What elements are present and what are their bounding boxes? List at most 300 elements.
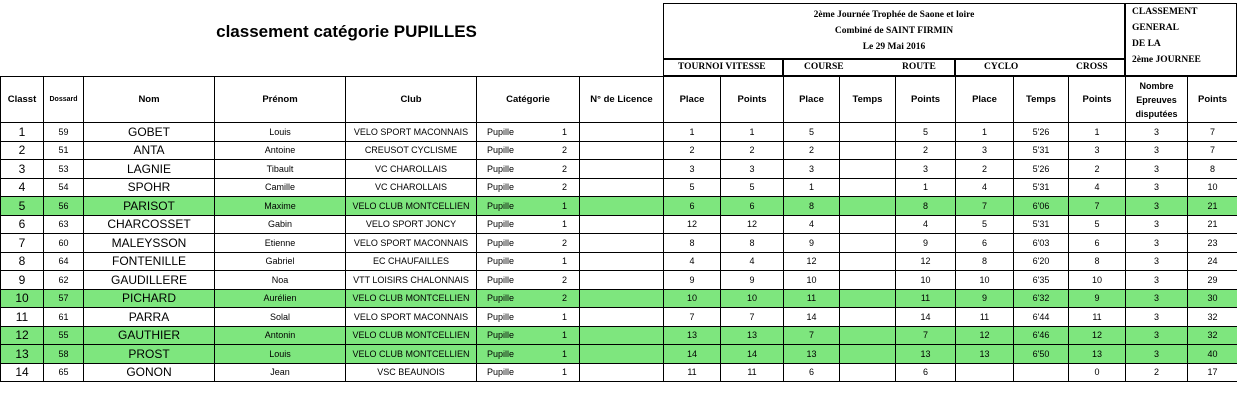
cell-dossard: 55 [44,326,84,345]
cell-cyclo-temps: 6'35 [1014,271,1069,290]
table-row [1,363,1237,382]
cell-club: VELO CLUB MONTCELLIEN [346,289,477,308]
cell-cyclo-points: 1 [1069,123,1126,142]
cell-epreuves: 3 [1126,234,1188,253]
cell-tournoi-place: 6 [664,197,721,216]
category-label: Pupille [487,274,515,285]
cell-cyclo-points: 8 [1069,252,1126,271]
cell-licence [580,326,664,345]
category-number: 1 [561,200,567,211]
cell-licence [580,289,664,308]
cell-cyclo-temps: 5'31 [1014,178,1069,197]
cell-cyclo-place: 9 [956,289,1014,308]
cell-prenom: Camille [215,178,346,197]
cell-epreuves: 3 [1126,123,1188,142]
cell-course-place: 7 [784,326,840,345]
col-classt: Classt [1,77,44,123]
cell-cyclo-place: 3 [956,141,1014,160]
cell-licence [580,178,664,197]
category-number: 1 [561,219,567,230]
cell-epreuves: 3 [1126,141,1188,160]
cell-classt: 2 [1,141,44,160]
category-label: Pupille [487,145,515,156]
col-licence: N° de Licence [580,77,664,123]
cell-club: VELO CLUB MONTCELLIEN [346,345,477,364]
table-row [1,141,1237,160]
cell-course-place: 5 [784,123,840,142]
cell-tournoi-place: 12 [664,215,721,234]
cell-course-temps [840,271,896,290]
cell-tournoi-points: 2 [721,141,784,160]
category-label: Pupille [487,237,515,248]
group-course-label: COURSE [804,62,844,72]
table-row [1,326,1237,345]
category-label: Pupille [487,256,515,267]
cell-cyclo-place: 7 [956,197,1014,216]
cell-course-temps [840,308,896,327]
group-route-label: ROUTE [902,62,936,72]
cell-categorie [477,178,580,197]
cell-dossard: 58 [44,345,84,364]
cell-course-temps [840,178,896,197]
cell-epreuves: 3 [1126,197,1188,216]
cell-tournoi-points: 13 [721,326,784,345]
col-course-place: Place [784,77,840,123]
cell-cyclo-place: 13 [956,345,1014,364]
cell-licence [580,234,664,253]
cell-nom: PICHARD [84,289,215,308]
cell-tournoi-points: 14 [721,345,784,364]
cell-tournoi-points: 12 [721,215,784,234]
cell-prenom: Antonin [215,326,346,345]
cell-categorie [477,363,580,382]
cell-course-place: 11 [784,289,840,308]
cell-general-points: 24 [1188,252,1237,271]
category-label: Pupille [487,126,515,137]
cell-classt: 9 [1,271,44,290]
cell-club: VELO CLUB MONTCELLIEN [346,326,477,345]
cell-dossard: 62 [44,271,84,290]
cell-course-place: 6 [784,363,840,382]
cell-categorie [477,160,580,179]
cell-tournoi-points: 7 [721,308,784,327]
category-number: 2 [561,274,567,285]
group-tournoi-vitesse [663,59,783,76]
cell-classt: 6 [1,215,44,234]
cell-prenom: Tibault [215,160,346,179]
cell-course-points: 1 [896,178,956,197]
cell-course-points: 10 [896,271,956,290]
cell-tournoi-place: 1 [664,123,721,142]
category-number: 1 [561,311,567,322]
cell-course-temps [840,363,896,382]
cell-classt: 10 [1,289,44,308]
cell-cyclo-place: 11 [956,308,1014,327]
cell-cyclo-points: 12 [1069,326,1126,345]
cell-categorie [477,234,580,253]
cell-cyclo-points: 3 [1069,141,1126,160]
cell-prenom: Maxime [215,197,346,216]
cell-tournoi-points: 4 [721,252,784,271]
table-row [1,197,1237,216]
cell-cyclo-temps: 6'32 [1014,289,1069,308]
cell-course-place: 13 [784,345,840,364]
cell-nom: CHARCOSSET [84,215,215,234]
cell-club: VELO SPORT JONCY [346,215,477,234]
table-row [1,178,1237,197]
col-tournoi-points: Points [721,77,784,123]
cell-classt: 5 [1,197,44,216]
category-number: 2 [561,237,567,248]
category-number: 1 [561,126,567,137]
cell-categorie [477,345,580,364]
cell-cyclo-temps: 6'20 [1014,252,1069,271]
col-course-points: Points [896,77,956,123]
cell-categorie [477,271,580,290]
cell-dossard: 61 [44,308,84,327]
col-tournoi-place: Place [664,77,721,123]
cell-prenom: Louis [215,123,346,142]
cell-general-points: 30 [1188,289,1237,308]
group-cross-label: CROSS [1076,62,1108,72]
group-tournoi-label: TOURNOI VITESSE [678,62,766,72]
general-ranking-line4: 2ème JOURNEE [1132,55,1201,65]
category-number: 1 [561,367,567,378]
cell-cyclo-temps: 6'03 [1014,234,1069,253]
cell-dossard: 54 [44,178,84,197]
cell-cyclo-place: 12 [956,326,1014,345]
cell-prenom: Antoine [215,141,346,160]
cell-cyclo-place: 8 [956,252,1014,271]
cell-licence [580,345,664,364]
cell-tournoi-place: 4 [664,252,721,271]
cell-course-temps [840,160,896,179]
cell-epreuves: 3 [1126,326,1188,345]
cell-general-points: 7 [1188,141,1237,160]
cell-cyclo-points: 4 [1069,178,1126,197]
cell-course-points: 6 [896,363,956,382]
cell-classt: 1 [1,123,44,142]
event-location: Combiné de SAINT FIRMIN [834,26,954,36]
cell-cyclo-temps: 5'26 [1014,123,1069,142]
cell-tournoi-place: 11 [664,363,721,382]
cell-tournoi-place: 2 [664,141,721,160]
cell-cyclo-points: 10 [1069,271,1126,290]
cell-cyclo-points: 0 [1069,363,1126,382]
cell-nom: ANTA [84,141,215,160]
event-info-box [663,3,1125,59]
table-row [1,234,1237,253]
group-course-route [783,59,955,76]
cell-licence [580,197,664,216]
cell-epreuves: 2 [1126,363,1188,382]
cell-general-points: 40 [1188,345,1237,364]
cell-course-place: 8 [784,197,840,216]
cell-prenom: Aurélien [215,289,346,308]
category-label: Pupille [487,330,515,341]
cell-cyclo-points: 13 [1069,345,1126,364]
cell-tournoi-points: 11 [721,363,784,382]
cell-course-temps [840,215,896,234]
cell-course-temps [840,326,896,345]
cell-licence [580,363,664,382]
group-cyclo-label: CYCLO [984,62,1019,72]
table-row [1,289,1237,308]
cell-epreuves: 3 [1126,160,1188,179]
cell-nom: GAUTHIER [84,326,215,345]
col-dossard: Dossard [44,77,84,123]
general-ranking-line1: CLASSEMENT [1132,7,1198,17]
cell-categorie [477,215,580,234]
cell-course-points: 5 [896,123,956,142]
cell-prenom: Gabriel [215,252,346,271]
cell-course-points: 14 [896,308,956,327]
cell-prenom: Jean [215,363,346,382]
cell-course-temps [840,141,896,160]
cell-general-points: 23 [1188,234,1237,253]
cell-course-temps [840,345,896,364]
cell-nom: PROST [84,345,215,364]
cell-cyclo-place: 6 [956,234,1014,253]
table-row [1,252,1237,271]
cell-course-place: 4 [784,215,840,234]
cell-prenom: Louis [215,345,346,364]
cell-tournoi-place: 7 [664,308,721,327]
category-label: Pupille [487,219,515,230]
cell-course-temps [840,197,896,216]
category-label: Pupille [487,293,515,304]
cell-categorie [477,326,580,345]
cell-cyclo-place: 2 [956,160,1014,179]
category-number: 2 [561,145,567,156]
table-row [1,308,1237,327]
cell-cyclo-place: 5 [956,215,1014,234]
cell-cyclo-points: 6 [1069,234,1126,253]
cell-dossard: 65 [44,363,84,382]
cell-general-points: 29 [1188,271,1237,290]
cell-club: VSC BEAUNOIS [346,363,477,382]
cell-classt: 12 [1,326,44,345]
cell-tournoi-points: 6 [721,197,784,216]
category-label: Pupille [487,367,515,378]
cell-club: EC CHAUFAILLES [346,252,477,271]
cell-tournoi-points: 5 [721,178,784,197]
cell-prenom: Solal [215,308,346,327]
cell-course-points: 8 [896,197,956,216]
col-epreuves-line3: disputées [1135,108,1178,119]
cell-course-temps [840,289,896,308]
cell-tournoi-place: 5 [664,178,721,197]
category-number: 2 [561,293,567,304]
cell-prenom: Gabin [215,215,346,234]
cell-club: VC CHAROLLAIS [346,160,477,179]
category-number: 2 [561,163,567,174]
cell-cyclo-points: 2 [1069,160,1126,179]
cell-course-points: 12 [896,252,956,271]
cell-general-points: 8 [1188,160,1237,179]
cell-general-points: 21 [1188,215,1237,234]
cell-dossard: 63 [44,215,84,234]
cell-classt: 7 [1,234,44,253]
cell-nom: FONTENILLE [84,252,215,271]
category-label: Pupille [487,163,515,174]
category-label: Pupille [487,182,515,193]
cell-epreuves: 3 [1126,215,1188,234]
cell-course-points: 13 [896,345,956,364]
cell-general-points: 7 [1188,123,1237,142]
cell-course-place: 2 [784,141,840,160]
table-row [1,345,1237,364]
col-cyclo-points: Points [1069,77,1126,123]
cell-dossard: 64 [44,252,84,271]
cell-classt: 3 [1,160,44,179]
event-title: 2ème Journée Trophée de Saone et loire [813,10,975,20]
cell-epreuves: 3 [1126,345,1188,364]
cell-prenom: Etienne [215,234,346,253]
table-row [1,123,1237,142]
category-number: 1 [561,330,567,341]
cell-licence [580,252,664,271]
cell-nom: GONON [84,363,215,382]
cell-course-points: 2 [896,141,956,160]
cell-cyclo-temps: 5'31 [1014,141,1069,160]
col-epreuves-line1: Nombre [1139,80,1174,91]
cell-tournoi-points: 9 [721,271,784,290]
cell-dossard: 57 [44,289,84,308]
cell-nom: SPOHR [84,178,215,197]
cell-course-temps [840,123,896,142]
cell-classt: 13 [1,345,44,364]
cell-course-place: 12 [784,252,840,271]
cell-course-place: 3 [784,160,840,179]
cell-course-temps [840,252,896,271]
cell-nom: PARISOT [84,197,215,216]
cell-classt: 14 [1,363,44,382]
col-categorie: Catégorie [477,77,580,123]
col-epreuves [1126,77,1188,123]
page-title: classement catégorie PUPILLES [216,22,477,41]
cell-categorie [477,141,580,160]
cell-categorie [477,197,580,216]
cell-cyclo-points: 7 [1069,197,1126,216]
cell-epreuves: 3 [1126,308,1188,327]
cell-course-place: 14 [784,308,840,327]
table-header-row [1,77,1237,123]
cell-prenom: Noa [215,271,346,290]
cell-cyclo-points: 9 [1069,289,1126,308]
cell-nom: LAGNIE [84,160,215,179]
cell-cyclo-temps: 5'26 [1014,160,1069,179]
general-ranking-line3: DE LA [1132,39,1161,49]
cell-course-points: 9 [896,234,956,253]
cell-cyclo-temps: 6'46 [1014,326,1069,345]
general-ranking-box [1125,3,1237,76]
cell-cyclo-place [956,363,1014,382]
col-cyclo-place: Place [956,77,1014,123]
category-label: Pupille [487,200,515,211]
cell-epreuves: 3 [1126,252,1188,271]
cell-licence [580,271,664,290]
cell-course-temps [840,234,896,253]
cell-general-points: 21 [1188,197,1237,216]
cell-epreuves: 3 [1126,289,1188,308]
cell-course-points: 11 [896,289,956,308]
cell-cyclo-points: 11 [1069,308,1126,327]
col-general-points: Points [1188,77,1237,123]
cell-general-points: 32 [1188,326,1237,345]
cell-tournoi-points: 8 [721,234,784,253]
cell-cyclo-place: 10 [956,271,1014,290]
cell-cyclo-place: 1 [956,123,1014,142]
cell-cyclo-temps [1014,363,1069,382]
cell-tournoi-points: 10 [721,289,784,308]
table-row [1,271,1237,290]
cell-cyclo-temps: 6'44 [1014,308,1069,327]
cell-tournoi-place: 13 [664,326,721,345]
cell-club: VELO SPORT MACONNAIS [346,234,477,253]
cell-cyclo-temps: 6'06 [1014,197,1069,216]
cell-licence [580,160,664,179]
category-label: Pupille [487,311,515,322]
cell-epreuves: 3 [1126,178,1188,197]
cell-dossard: 60 [44,234,84,253]
table-row [1,215,1237,234]
col-cyclo-temps: Temps [1014,77,1069,123]
cell-course-place: 1 [784,178,840,197]
cell-nom: GAUDILLERE [84,271,215,290]
cell-club: VC CHAROLLAIS [346,178,477,197]
cell-tournoi-points: 3 [721,160,784,179]
cell-categorie [477,252,580,271]
cell-general-points: 32 [1188,308,1237,327]
cell-classt: 8 [1,252,44,271]
cell-classt: 4 [1,178,44,197]
cell-nom: PARRA [84,308,215,327]
cell-general-points: 10 [1188,178,1237,197]
table-row [1,160,1237,179]
cell-course-points: 7 [896,326,956,345]
cell-general-points: 17 [1188,363,1237,382]
cell-tournoi-place: 10 [664,289,721,308]
col-epreuves-line2: Epreuves [1136,94,1177,105]
event-date: Le 29 Mai 2016 [862,42,926,52]
cell-classt: 11 [1,308,44,327]
cell-licence [580,308,664,327]
cell-licence [580,141,664,160]
cell-dossard: 59 [44,123,84,142]
cell-course-points: 4 [896,215,956,234]
col-nom: Nom [84,77,215,123]
cell-dossard: 53 [44,160,84,179]
category-number: 1 [561,256,567,267]
cell-tournoi-place: 3 [664,160,721,179]
cell-club: VELO SPORT MACONNAIS [346,308,477,327]
category-number: 1 [561,348,567,359]
cell-cyclo-points: 5 [1069,215,1126,234]
cell-cyclo-temps: 6'50 [1014,345,1069,364]
cell-club: VTT LOISIRS CHALONNAIS [346,271,477,290]
cell-categorie [477,289,580,308]
cell-tournoi-place: 8 [664,234,721,253]
cell-club: CREUSOT CYCLISME [346,141,477,160]
cell-cyclo-temps: 5'31 [1014,215,1069,234]
cell-course-place: 10 [784,271,840,290]
cell-categorie [477,123,580,142]
col-club: Club [346,77,477,123]
cell-cyclo-place: 4 [956,178,1014,197]
col-prenom: Prénom [215,77,346,123]
cell-tournoi-place: 9 [664,271,721,290]
